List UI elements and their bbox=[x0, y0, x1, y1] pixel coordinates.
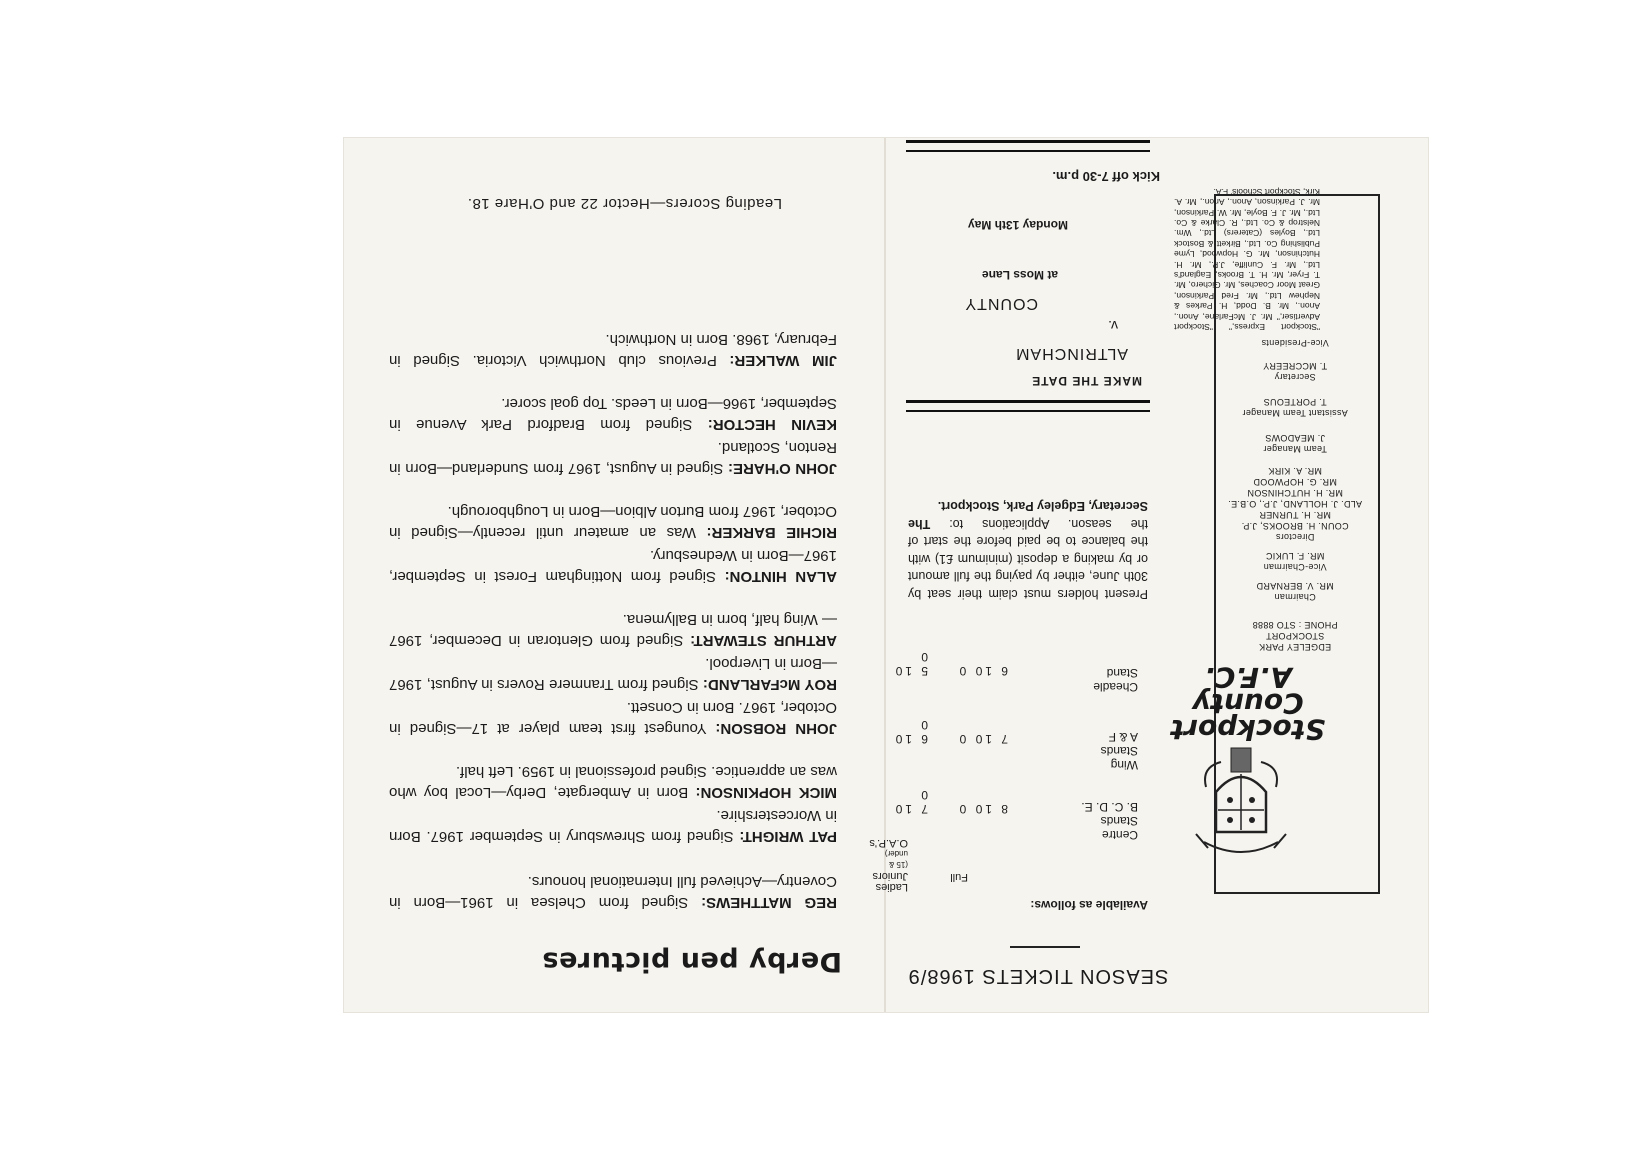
club-info-page bbox=[869, 138, 1428, 1012]
make-the-date: MAKE THE DATE bbox=[1031, 374, 1142, 388]
cheadle-full-price: 6 10 0 bbox=[956, 664, 1008, 678]
player-entry bbox=[389, 653, 837, 694]
player-bio: Signed from Shrewsbury in September 1967. Born in Worcestershire. bbox=[389, 807, 837, 845]
label-line: Stands bbox=[1100, 744, 1138, 758]
director-name: MR. H. HUTCHINSON bbox=[1247, 488, 1343, 498]
address-line: EDGELEY PARK bbox=[1258, 642, 1332, 652]
player-name: JOHN O'HARE: bbox=[728, 460, 837, 477]
player-entry bbox=[389, 761, 837, 802]
cheadle-stand-label bbox=[1093, 666, 1138, 694]
player-bio: Was an amateur until recently—Signed in October, 1967 from Burton Albion—Born in Loughborough. bbox=[389, 503, 837, 541]
player-entry bbox=[389, 501, 837, 542]
secretary-block bbox=[1212, 360, 1378, 382]
player-name: ARTHUR STEWART: bbox=[690, 632, 837, 649]
player-name: MICK HOPKINSON: bbox=[695, 784, 837, 801]
team-manager-title: Team Manager bbox=[1263, 444, 1327, 454]
player-bio: Signed from Bradford Park Avenue in September, 1966—Born in Leeds. Top goal scorer. bbox=[389, 395, 837, 433]
player-entry bbox=[389, 609, 837, 650]
club-name bbox=[1168, 661, 1328, 746]
vice-presidents-title: Vice-Presidents bbox=[1261, 338, 1329, 348]
chairman-name: MR. V. BERNARD bbox=[1256, 581, 1334, 591]
player-name: ALAN HINTON: bbox=[724, 568, 837, 585]
double-rule bbox=[906, 140, 1150, 152]
wing-concession-price: 6 10 0 bbox=[892, 718, 928, 746]
player-name: KEVIN HECTOR: bbox=[707, 416, 837, 433]
secretary-name: T. MCCREERY bbox=[1262, 361, 1328, 371]
player-entry bbox=[389, 329, 837, 370]
derby-title: Derby pen pictures bbox=[541, 946, 842, 977]
wing-full-price: 7 10 0 bbox=[956, 732, 1008, 746]
player-entry bbox=[389, 805, 837, 846]
header-ladies: Ladies bbox=[875, 881, 908, 893]
club-name-line: A.F.C. bbox=[1204, 661, 1292, 694]
assistant-manager-name: T. PORTEOUS bbox=[1263, 397, 1327, 407]
team-manager-name: J. MEADOWS bbox=[1265, 433, 1326, 443]
director-name: MR. G. HOPWOOD bbox=[1253, 477, 1337, 487]
header-age: (15 & under) bbox=[884, 849, 908, 869]
season-tickets-title: SEASON TICKETS 1968/9 bbox=[907, 965, 1169, 987]
centre-concession-price: 7 10 0 bbox=[892, 788, 928, 816]
player-name: JOHN ROBSON: bbox=[715, 720, 837, 737]
player-name: JIM WALKER: bbox=[729, 352, 837, 369]
title-rule bbox=[1010, 946, 1080, 948]
assistant-manager-block bbox=[1212, 396, 1378, 418]
header-oaps: O.A.P.'s bbox=[869, 837, 908, 849]
director-name: MR. A. KIRK bbox=[1268, 466, 1322, 476]
label-line: B. C. D. E. bbox=[1081, 800, 1138, 814]
fixture-date: Monday 13th May bbox=[967, 218, 1068, 232]
cheadle-concession-price: 5 10 0 bbox=[892, 650, 928, 678]
programme-sheet bbox=[344, 138, 1428, 1012]
fixture-kickoff: Kick off 7-30 p.m. bbox=[1052, 169, 1160, 184]
available-label: Available as follows: bbox=[1030, 898, 1148, 912]
player-bio: Signed in August, 1967 from Sunderland—Born in Renton, Scotland. bbox=[389, 439, 837, 477]
secretary-title: Secretary bbox=[1274, 372, 1316, 382]
vice-presidents-list: "Stockport Express," "Stockport Advertiser," Mr. J. McFarlane, Anon., Anon., Mr. B. Dodd, H. Parkes & Nephew Ltd., Mr. Fred Parkinson, Great Moor Coaches, Mr. Gichero, Mr. T. Fryer, Mr. H. T. Brooks, Eagland's Ltd., Mr. F. Cunliffe, J.P., Mr. H. Hutchinson, Mr. G. Hopwood, Lyme Publishing Co. Ltd., Birkett & Bostock Ltd., Boyles (Caterers) Ltd., Wm. Nelstrop & Co. Ltd., R. Clarke & Co. Ltd., Mr. J. F. Boyle, Mr. W. Parkinson, Mr. J. Parkinson, Anon., Anon., Mr. A. Kirk, Stockport Schools' F.A. bbox=[1174, 186, 1320, 332]
vice-chairman-name: MR. F. LUKIC bbox=[1265, 551, 1325, 561]
wing-stands-label bbox=[1101, 730, 1138, 772]
fixture-venue: at Moss Lane bbox=[981, 268, 1058, 282]
directors-title: Directors bbox=[1275, 532, 1315, 542]
fixture-away: COUNTY bbox=[964, 295, 1038, 312]
player-name: RICHIE BARKER: bbox=[706, 524, 837, 541]
centre-full-price: 8 10 0 bbox=[956, 802, 1008, 816]
derby-pen-pictures-page bbox=[344, 138, 882, 1012]
club-address bbox=[1212, 619, 1378, 652]
player-entry bbox=[389, 393, 837, 434]
fixture-home: ALTRINCHAM bbox=[1015, 345, 1128, 362]
label-line: A & F bbox=[1108, 730, 1138, 744]
season-ticket-claim-text bbox=[908, 497, 1148, 602]
director-name: MR. H. TURNER bbox=[1259, 510, 1331, 520]
double-rule bbox=[906, 400, 1150, 412]
player-bio: Born in Ambergate, Derby—Local boy who was an apprentice. Signed professional in 1959. Left half. bbox=[389, 763, 837, 801]
vice-chairman-block bbox=[1212, 550, 1378, 572]
chairman-title: Chairman bbox=[1274, 592, 1316, 602]
address-line: STOCKPORT bbox=[1265, 631, 1325, 641]
assistant-manager-title: Assistant Team Manager bbox=[1242, 408, 1348, 418]
player-bio: Previous club Northwich Victoria. Signed in February, 1968. Born in Northwich. bbox=[389, 331, 837, 369]
player-entry bbox=[389, 437, 837, 478]
player-name: REG MATTHEWS: bbox=[701, 894, 837, 911]
label-line: Wing bbox=[1110, 758, 1138, 772]
club-info-box bbox=[1170, 186, 1380, 894]
club-name-line: Stockport bbox=[1170, 713, 1326, 746]
player-entry bbox=[389, 545, 837, 586]
player-bio: Signed from Nottingham Forest in September, 1967—Born in Wednesbury. bbox=[389, 547, 837, 585]
player-entry bbox=[389, 697, 837, 738]
director-name: COUN. H. BROOKS, J.P. bbox=[1241, 521, 1349, 531]
player-bio: Youngest first team player at 17—Signed in October, 1967. Born in Consett. bbox=[389, 699, 837, 737]
player-name: ROY McFARLAND: bbox=[702, 676, 837, 693]
club-crest-icon bbox=[1186, 742, 1296, 862]
directors-block bbox=[1212, 465, 1378, 542]
claim-address: The Secretary, Edgeley Park, Stockport. bbox=[908, 499, 1148, 531]
player-bio: Signed from Glentoran in December, 1967 — Wing half, born in Ballymena. bbox=[389, 611, 837, 649]
label-line: Centre bbox=[1101, 828, 1138, 842]
label-line: Stand bbox=[1106, 666, 1138, 680]
label-line: Stands bbox=[1100, 814, 1138, 828]
header-full: Full bbox=[950, 871, 968, 883]
address-line: PHONE : STO 8888 bbox=[1252, 620, 1338, 630]
player-bio: Signed from Chelsea in 1961—Born in Coventry—Achieved full International honours. bbox=[389, 873, 837, 911]
vice-chairman-title: Vice-Chairman bbox=[1263, 562, 1327, 572]
club-name-line: County bbox=[1192, 687, 1304, 720]
header-juniors: Juniors bbox=[872, 870, 908, 882]
leading-scorers: Leading Scorers—Hector 22 and O'Hare 18. bbox=[467, 195, 782, 212]
player-bio: Signed from Tranmere Rovers in August, 1967—Born in Liverpool. bbox=[389, 655, 837, 693]
rotated-print bbox=[344, 138, 1428, 1012]
chairman-block bbox=[1212, 580, 1378, 602]
player-name: PAT WRIGHT: bbox=[739, 828, 837, 845]
claim-text: Present holders must claim their seat by 30th June, either by paying the full amount or by making a deposit (minimum £1) with the balance to be paid before the start of the season. Applications to: bbox=[908, 517, 1148, 601]
director-name: ALD. J. HOLLAND, J.P., O.B.E. bbox=[1227, 499, 1363, 509]
label-line: Cheadle bbox=[1093, 680, 1138, 694]
team-manager-block bbox=[1212, 432, 1378, 454]
centre-stands-label bbox=[1081, 800, 1138, 842]
fixture-versus: v. bbox=[1108, 318, 1118, 334]
player-entry bbox=[389, 871, 837, 912]
